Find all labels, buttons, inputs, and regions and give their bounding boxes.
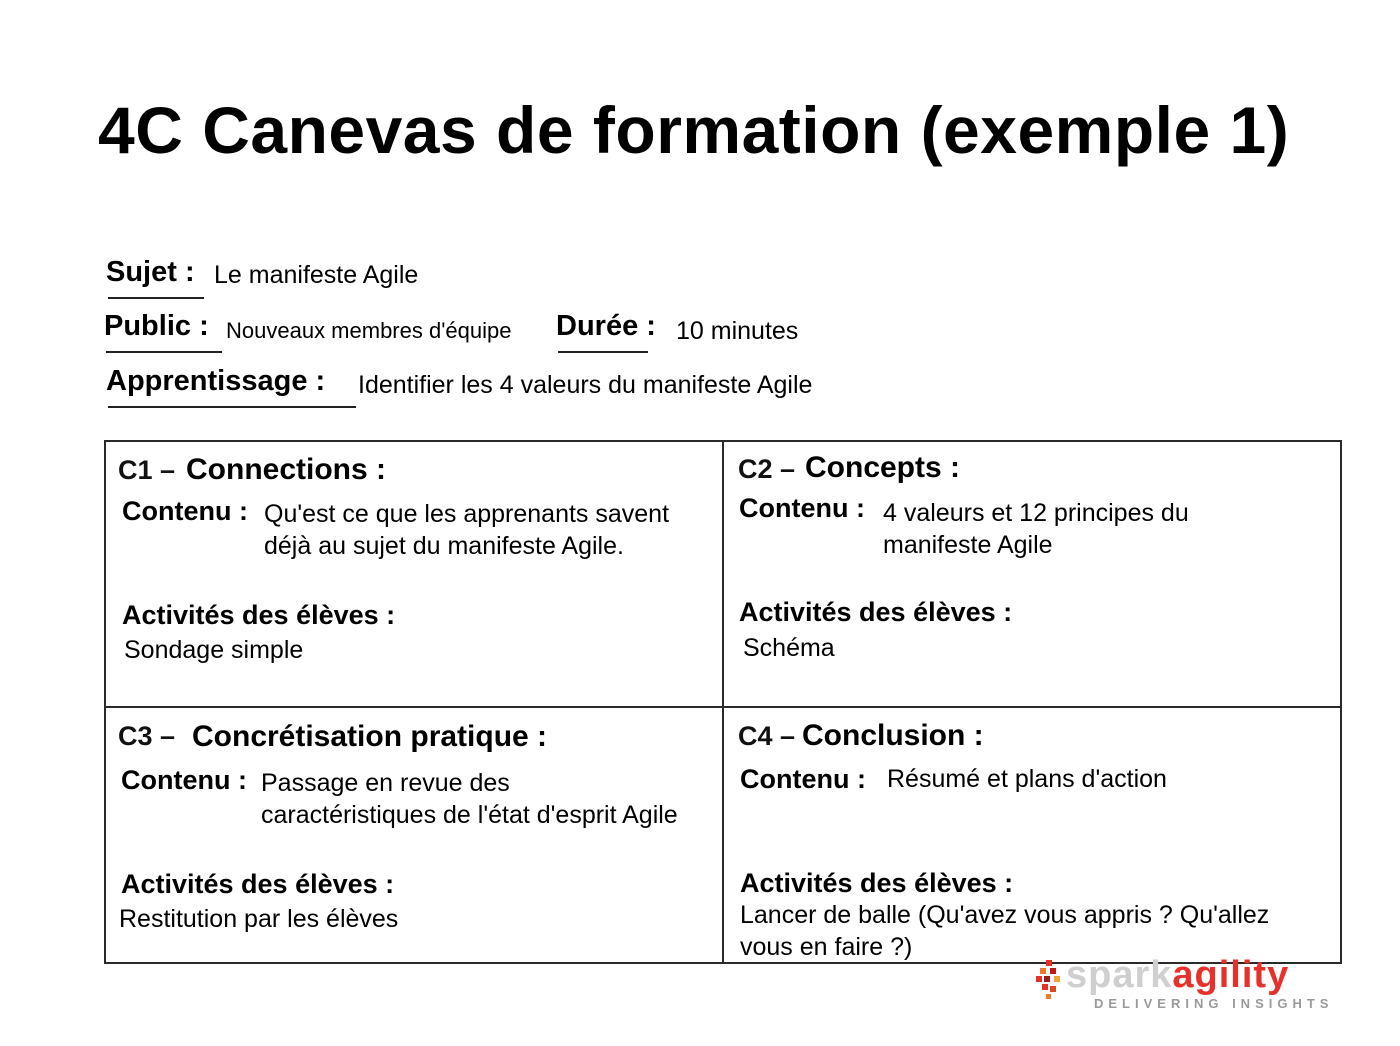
activities-label: Activités des élèves : xyxy=(121,869,395,899)
content-label: Contenu : xyxy=(740,764,866,794)
content-line: Passage en revue des xyxy=(261,769,510,797)
duration-label: Durée : xyxy=(556,310,656,343)
subject-value: Le manifeste Agile xyxy=(214,261,419,289)
audience-label: Public : xyxy=(104,310,209,343)
content-line: 4 valeurs et 12 principes du xyxy=(883,499,1189,527)
activities-label: Activités des élèves : xyxy=(739,597,1013,627)
pixel-mosaic-icon xyxy=(1036,960,1066,1000)
logo-tagline: DELIVERING INSIGHTS xyxy=(1094,996,1334,1011)
activities-label: Activités des élèves : xyxy=(122,600,396,630)
audience-value: Nouveaux membres d'équipe xyxy=(226,318,512,343)
cell-title: Concrétisation pratique : xyxy=(192,720,548,753)
duration-value: 10 minutes xyxy=(676,317,799,345)
content-line: Résumé et plans d'action xyxy=(887,765,1167,793)
content-label: Contenu : xyxy=(122,496,248,526)
content-line: caractéristiques de l'état d'esprit Agile xyxy=(261,801,678,829)
activities-line: Restitution par les élèves xyxy=(119,905,399,933)
cell-title: Conclusion : xyxy=(802,719,984,752)
cell-code: C2 – xyxy=(738,454,796,484)
content-line: déjà au sujet du manifeste Agile. xyxy=(264,532,624,560)
content-line: manifeste Agile xyxy=(883,531,1053,559)
cell-title: Concepts : xyxy=(805,451,961,484)
learning-value: Identifier les 4 valeurs du manifeste Agile xyxy=(358,371,813,399)
cell-code: C1 – xyxy=(118,455,176,485)
logo-wordmark: sparkagility xyxy=(1066,954,1290,996)
page-title: 4C Canevas de formation (exemple 1) xyxy=(98,93,1290,167)
grid-vertical-divider xyxy=(722,440,724,964)
activities-line: Sondage simple xyxy=(124,636,304,664)
spark-agility-logo xyxy=(1036,952,1334,1020)
activities-line: vous en faire ?) xyxy=(740,933,913,961)
content-label: Contenu : xyxy=(121,765,247,795)
cell-code: C4 – xyxy=(738,721,796,751)
activities-line: Lancer de balle (Qu'avez vous appris ? Qu'allez xyxy=(740,901,1270,929)
content-label: Contenu : xyxy=(739,493,865,523)
learning-label: Apprentissage : xyxy=(106,365,325,398)
activities-line: Schéma xyxy=(743,634,835,662)
cell-code: C3 – xyxy=(118,721,176,751)
grid-horizontal-divider xyxy=(104,706,1342,708)
subject-label: Sujet : xyxy=(106,256,195,289)
cell-title: Connections : xyxy=(186,453,386,486)
content-line: Qu'est ce que les apprenants savent xyxy=(264,500,670,528)
activities-label: Activités des élèves : xyxy=(740,868,1014,898)
